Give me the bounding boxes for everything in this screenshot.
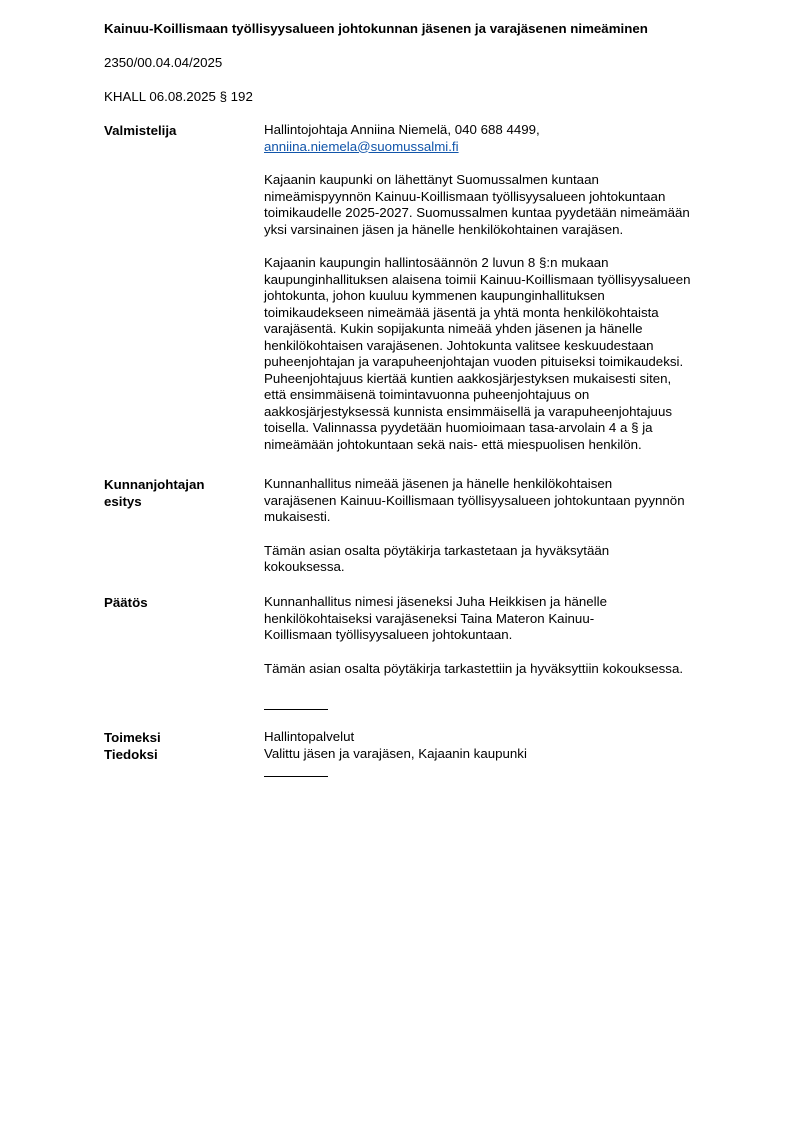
label-kunnanjohtajan-esitys: Kunnanjohtajan esitys [104, 477, 205, 509]
preparer-line: Hallintojohtaja Anniina Niemelä, 040 688 4499, [264, 122, 540, 137]
toimeksi-value: Hallintopalvelut [264, 729, 355, 744]
paatos-paragraph-2: Tämän asian osalta pöytäkirja tarkastettiin ja hyväksyttiin kokouksessa. [264, 660, 684, 676]
paatos-paragraph-1: Kunnanhallitus nimesi jäseneksi Juha Heikkisen ja hänelle henkilökohtaiseksi varajäseneksi Taina Materon Kainuu- Koillismaan työllisyysalueen johtokuntaan. [264, 594, 607, 642]
esitys-content [264, 476, 744, 576]
preparer-email-link[interactable]: anniina.niemela@suomussalmi.fi [264, 138, 459, 154]
paatos-content [264, 594, 744, 677]
valmistelija-content [264, 122, 744, 453]
label-paatos: Päätös [104, 595, 148, 610]
separator-line [264, 709, 328, 710]
diary-number: 2350/00.04.04/2025 [104, 55, 223, 70]
esitys-paragraph-1: Kunnanhallitus nimeää jäsenen ja hänelle henkilökohtaisen varajäsenen Kainuu-Koillismaan työllisyysalueen johtokuntaan pyynnön mukaisesti. [264, 476, 685, 524]
meeting-reference: KHALL 06.08.2025 § 192 [104, 89, 253, 104]
label-tiedoksi: Tiedoksi [104, 747, 158, 762]
label-valmistelija: Valmistelija [104, 123, 177, 138]
valmistelija-paragraph-1: Kajaanin kaupunki on lähettänyt Suomussalmen kuntaan nimeämispyynnön Kainuu-Koillismaan työllisyysalueen johtokuntaan toimikaudelle 2025-2027. Suomussalmen kuntaa pyydetään nimeämään yksi varsinainen jäsen ja hänelle henkilökohtainen varajäsen. [264, 172, 690, 237]
separator-line [264, 776, 328, 777]
esitys-paragraph-2: Tämän asian osalta pöytäkirja tarkastetaan ja hyväksytään kokouksessa. [264, 542, 610, 574]
valmistelija-paragraph-2: Kajaanin kaupungin hallintosäännön 2 luvun 8 §:n mukaan kaupunginhallituksen alaisena toimii Kainuu-Koillismaan työllisyysalueen johtokunta, johon kuuluu kymmenen kaupunginhallituksen toimikaudekseen nimeämää jäsentä ja yhtä monta henkilökohtaista varajäsentä. Kukin sopijakunta nimeää yhden jäsenen ja hänelle henkilökohtaisen varajäsenen. Johtokunta valitsee keskuudestaan puheenjohtajan ja varapuheenjohtajan vuoden pituiseksi toimikaudeksi. Puheenjohtajuus kiertää kuntien aakkosjärjestyksen mukaisesti siten, että ensimmäisenä toimintavuonna puheenjohtajuus on aakkosjärjestyksessä kunnista ensimmäisellä ja varapuheenjohtajuus toisella. Valinnassa pyydetään huomioimaan tasa-arvolain 4 a § ja nimeämään johtokuntaan sekä nais- että miespuolisen henkilön. [264, 255, 691, 452]
document-title: Kainuu-Koillismaan työllisyysalueen johtokunnan jäsenen ja varajäsenen nimeäminen [104, 21, 648, 36]
label-toimeksi: Toimeksi [104, 730, 161, 745]
tiedoksi-value: Valittu jäsen ja varajäsen, Kajaanin kaupunki [264, 746, 527, 761]
